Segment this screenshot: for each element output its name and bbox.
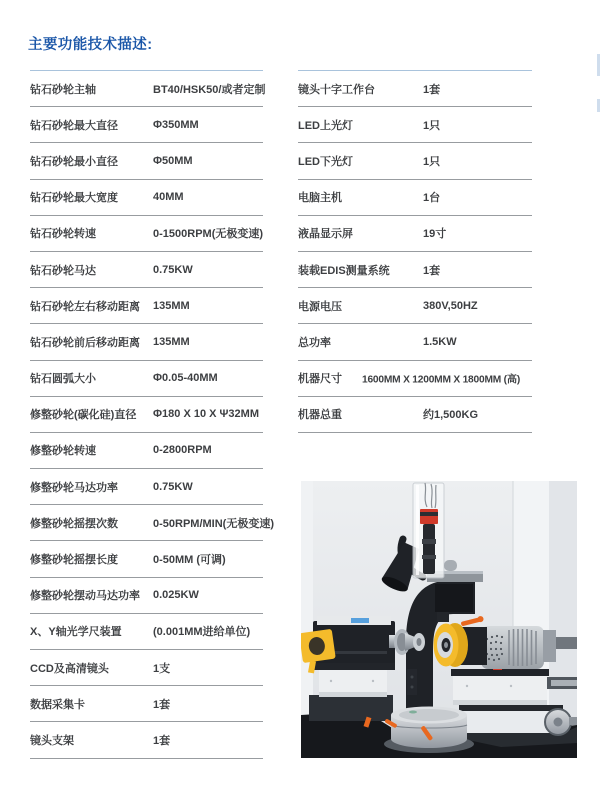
spec-row	[30, 505, 275, 541]
spec-value: 0-2800RPM	[153, 444, 212, 457]
machine-photo	[301, 481, 577, 758]
spec-label: 钻石砂轮左右移动距离	[30, 300, 140, 313]
spec-value: 0-1500RPM(无极变速)	[153, 228, 264, 241]
spec-label: 电脑主机	[298, 192, 342, 205]
spec-value: 0.75KW	[153, 263, 193, 276]
spec-value: 1套	[153, 698, 171, 711]
spec-label: 装载EDIS测量系统	[298, 264, 390, 277]
spec-label: 机器总重	[298, 409, 342, 422]
spec-value: Φ0.05-40MM	[153, 372, 218, 385]
spec-row	[298, 143, 532, 179]
spec-label: 修整砂轮转速	[30, 445, 96, 458]
spec-value: 40MM	[153, 191, 184, 204]
spec-label: 液晶显示屏	[298, 228, 353, 241]
spec-value: 19寸	[423, 228, 447, 241]
spec-label: X、Y轴光学尺装置	[30, 626, 122, 639]
spec-label: 修整砂轮马达功率	[30, 481, 118, 494]
spec-row	[298, 107, 532, 143]
spec-value: 0-50MM (可调)	[153, 554, 226, 567]
spec-row	[30, 143, 263, 179]
spec-label: 钻石砂轮马达	[30, 264, 96, 277]
spec-row	[30, 107, 263, 143]
spec-label: 机器尺寸	[298, 373, 342, 386]
spec-table-left	[30, 70, 275, 759]
spec-row	[30, 614, 263, 650]
spec-label: 修整砂轮(碳化硅)直径	[30, 409, 137, 422]
cross-slide-table	[451, 665, 577, 747]
spec-row	[30, 686, 263, 722]
spec-value: 1套	[423, 264, 441, 277]
spec-row	[30, 71, 266, 107]
spec-label: 钻石圆弧大小	[30, 373, 96, 386]
spec-row	[30, 361, 263, 397]
spec-row	[298, 324, 532, 360]
spec-row	[30, 397, 263, 433]
spec-label: 钻石砂轮前后移动距离	[30, 336, 140, 349]
spec-value: 0-50RPM/MIN(无极变速)	[153, 517, 275, 530]
spec-row	[30, 650, 263, 686]
spec-label: 镜头十字工作台	[298, 83, 375, 96]
yellow-guard-cap	[301, 629, 336, 663]
spec-row	[30, 324, 263, 360]
spec-row	[30, 180, 263, 216]
grinding-wheel	[434, 623, 469, 667]
spec-label: 修整砂轮摇摆长度	[30, 554, 118, 567]
spec-value: Φ50MM	[153, 154, 193, 167]
spec-label: 数据采集卡	[30, 698, 85, 711]
page-title: 主要功能技术描述:	[28, 37, 153, 53]
ccd-camera	[420, 509, 438, 524]
spec-row	[30, 578, 263, 614]
spec-row	[30, 722, 263, 758]
spec-label: CCD及高清镜头	[30, 662, 109, 675]
spec-value: 1台	[423, 192, 441, 205]
spec-value: 约1,500KG	[423, 409, 479, 422]
spec-value: (0.001MM进给单位)	[153, 626, 251, 639]
spec-value: 0.025KW	[153, 589, 199, 602]
spec-row	[30, 216, 263, 252]
spec-row	[30, 541, 263, 577]
spec-label: 钻石砂轮转速	[30, 228, 96, 241]
spec-label: LED下光灯	[298, 155, 353, 168]
spec-label: 修整砂轮摇摆次数	[30, 517, 118, 530]
spec-value: 1只	[423, 119, 441, 132]
spec-table-right	[298, 70, 532, 433]
spec-row	[30, 433, 263, 469]
rotary-platform	[384, 707, 474, 754]
spec-value: 1套	[153, 734, 171, 747]
spec-value: 1600MM X 1200MM X 1800MM (高)	[362, 374, 521, 386]
spec-value: 135MM	[153, 299, 190, 312]
spec-row	[298, 361, 532, 397]
spec-row	[298, 288, 532, 324]
brand-mark	[351, 618, 369, 623]
spec-row	[30, 252, 263, 288]
spec-value: 135MM	[153, 335, 190, 348]
spec-row	[298, 71, 532, 107]
spec-row	[30, 288, 263, 324]
spec-value: 380V,50HZ	[423, 299, 478, 312]
spec-row	[298, 252, 532, 288]
spec-label: 钻石砂轮最小直径	[30, 155, 118, 168]
spec-value: Φ350MM	[153, 118, 199, 131]
spec-label: 钻石砂轮最大直径	[30, 119, 118, 132]
spec-value: 0.75KW	[153, 480, 193, 493]
spec-label: 总功率	[298, 336, 331, 349]
spec-label: 钻石砂轮主轴	[30, 83, 96, 96]
spec-value: 1只	[423, 155, 441, 168]
lens-barrel	[423, 524, 435, 574]
spec-label: 修整砂轮摆动马达功率	[30, 590, 140, 603]
spec-label: LED上光灯	[298, 119, 353, 132]
spec-value: BT40/HSK50/或者定制	[153, 83, 266, 96]
spec-label: 电源电压	[298, 300, 342, 313]
spec-label: 镜头支架	[30, 734, 74, 747]
spec-row	[298, 397, 532, 433]
spec-value: Φ180 X 10 X Ψ32MM	[153, 408, 259, 421]
spec-value: 1套	[423, 83, 441, 96]
spec-label: 钻石砂轮最大宽度	[30, 192, 118, 205]
spec-row	[298, 180, 532, 216]
spec-value: 1.5KW	[423, 335, 457, 348]
spec-value: 1支	[153, 662, 171, 675]
spec-row	[30, 469, 263, 505]
spec-row	[298, 216, 532, 252]
